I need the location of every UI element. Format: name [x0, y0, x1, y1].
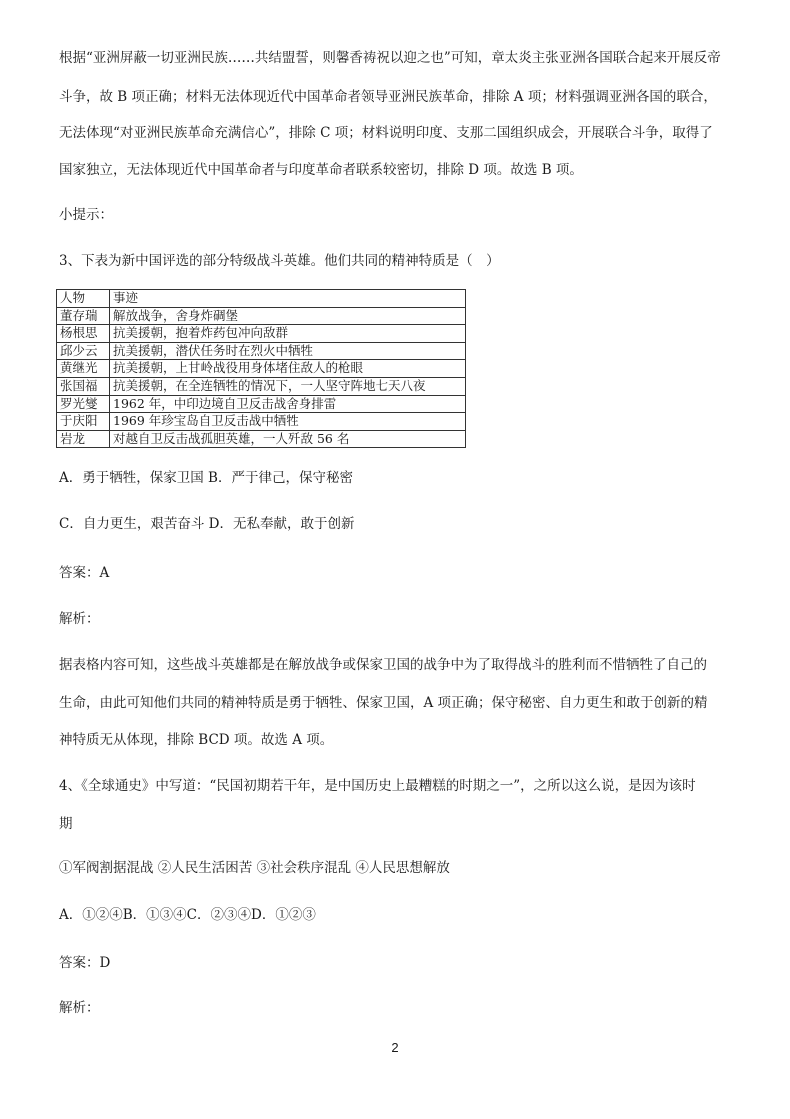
table-row [57, 360, 466, 378]
hero-deed-cell: 抗美援朝，潜伏任务时在烈火中牺牲 [110, 342, 466, 360]
question-3-options-cd: C．自力更生，艰苦奋斗 D．无私奉献，敢于创新 [59, 516, 355, 532]
table-header-row [57, 290, 466, 308]
hero-deed-cell: 对越自卫反击战孤胆英雄，一人歼敌 56 名 [110, 430, 466, 448]
hero-name-cell: 张国福 [57, 377, 110, 395]
hero-name-cell: 岩龙 [57, 430, 110, 448]
table-row [57, 325, 466, 343]
question-4-stem-line-1: 4、《全球通史》中写道：“民国初期若干年，是中国历史上最糟糕的时期之一”，之所以这么说，是因为该时 [59, 778, 696, 794]
hero-name-cell: 于庆阳 [57, 413, 110, 431]
table-row [57, 342, 466, 360]
intro-line-3: 无法体现“对亚洲民族革命充满信心”，排除 C 项；材料说明印度、支那二国组织成会，开展联合斗争，取得了 [59, 125, 713, 141]
question-4-items: ①军阀割据混战 ②人民生活困苦 ③社会秩序混乱 ④人民思想解放 [59, 860, 450, 876]
hero-deed-cell: 抗美援朝，抱着炸药包冲向敌群 [110, 325, 466, 343]
table-row [57, 430, 466, 448]
question-4-options: A．①②④B．①③④C．②③④D．①②③ [59, 907, 316, 923]
question-3-answer: 答案：A [59, 565, 110, 581]
hero-name-cell: 黄继光 [57, 360, 110, 378]
table-header-cell: 事迹 [110, 290, 466, 308]
hero-deed-cell: 1962 年，中印边境自卫反击战舍身排雷 [110, 395, 466, 413]
question-4-stem-line-2: 期 [59, 816, 73, 832]
table-row [57, 395, 466, 413]
table-header-cell: 人物 [57, 290, 110, 308]
hero-name-cell: 邱少云 [57, 342, 110, 360]
question-4-analysis-label: 解析： [59, 1000, 100, 1016]
hero-deed-cell: 抗美援朝，在全连牺牲的情况下，一人坚守阵地七天八夜 [110, 377, 466, 395]
question-3-options-ab: A．勇于牺牲，保家卫国 B．严于律己，保守秘密 [59, 470, 353, 486]
question-3-analysis-line-2: 生命，由此可知他们共同的精神特质是勇于牺牲、保家卫国，A 项正确；保守秘密、自力更生和敢于创新的精 [59, 695, 708, 711]
question-3-analysis-line-3: 神特质无从体现，排除 BCD 项。故选 A 项。 [59, 732, 334, 748]
heroes-table [56, 289, 466, 448]
tip-label: 小提示： [59, 207, 113, 223]
hero-name-cell: 罗光燮 [57, 395, 110, 413]
table-row [57, 413, 466, 431]
intro-line-4: 国家独立，无法体现近代中国革命者与印度革命者联系较密切，排除 D 项。故选 B 项。 [59, 162, 583, 178]
table-row [57, 307, 466, 325]
hero-name-cell: 杨根思 [57, 325, 110, 343]
hero-deed-cell: 1969 年珍宝岛自卫反击战中牺牲 [110, 413, 466, 431]
intro-line-2: 斗争，故 B 项正确；材料无法体现近代中国革命者领导亚洲民族革命，排除 A 项；材料强调亚洲各国的联合， [59, 89, 717, 105]
intro-line-1: 根据“亚洲屏蔽一切亚洲民族……共结盟誓，则馨香祷祝以迎之也”可知，章太炎主张亚洲各国联合起来开展反帝 [59, 50, 721, 66]
hero-deed-cell: 解放战争，舍身炸碉堡 [110, 307, 466, 325]
page-number: 2 [391, 1040, 399, 1055]
question-3-stem: 3、下表为新中国评选的部分特级战斗英雄。他们共同的精神特质是（ ） [59, 253, 500, 269]
table-row [57, 377, 466, 395]
question-3-analysis-line-1: 据表格内容可知，这些战斗英雄都是在解放战争或保家卫国的战争中为了取得战斗的胜利而不惜牺牲了自己的 [59, 657, 707, 673]
question-4-answer: 答案：D [59, 955, 111, 971]
hero-deed-cell: 抗美援朝，上甘岭战役用身体堵住敌人的枪眼 [110, 360, 466, 378]
question-3-analysis-label: 解析： [59, 611, 100, 627]
hero-name-cell: 董存瑞 [57, 307, 110, 325]
